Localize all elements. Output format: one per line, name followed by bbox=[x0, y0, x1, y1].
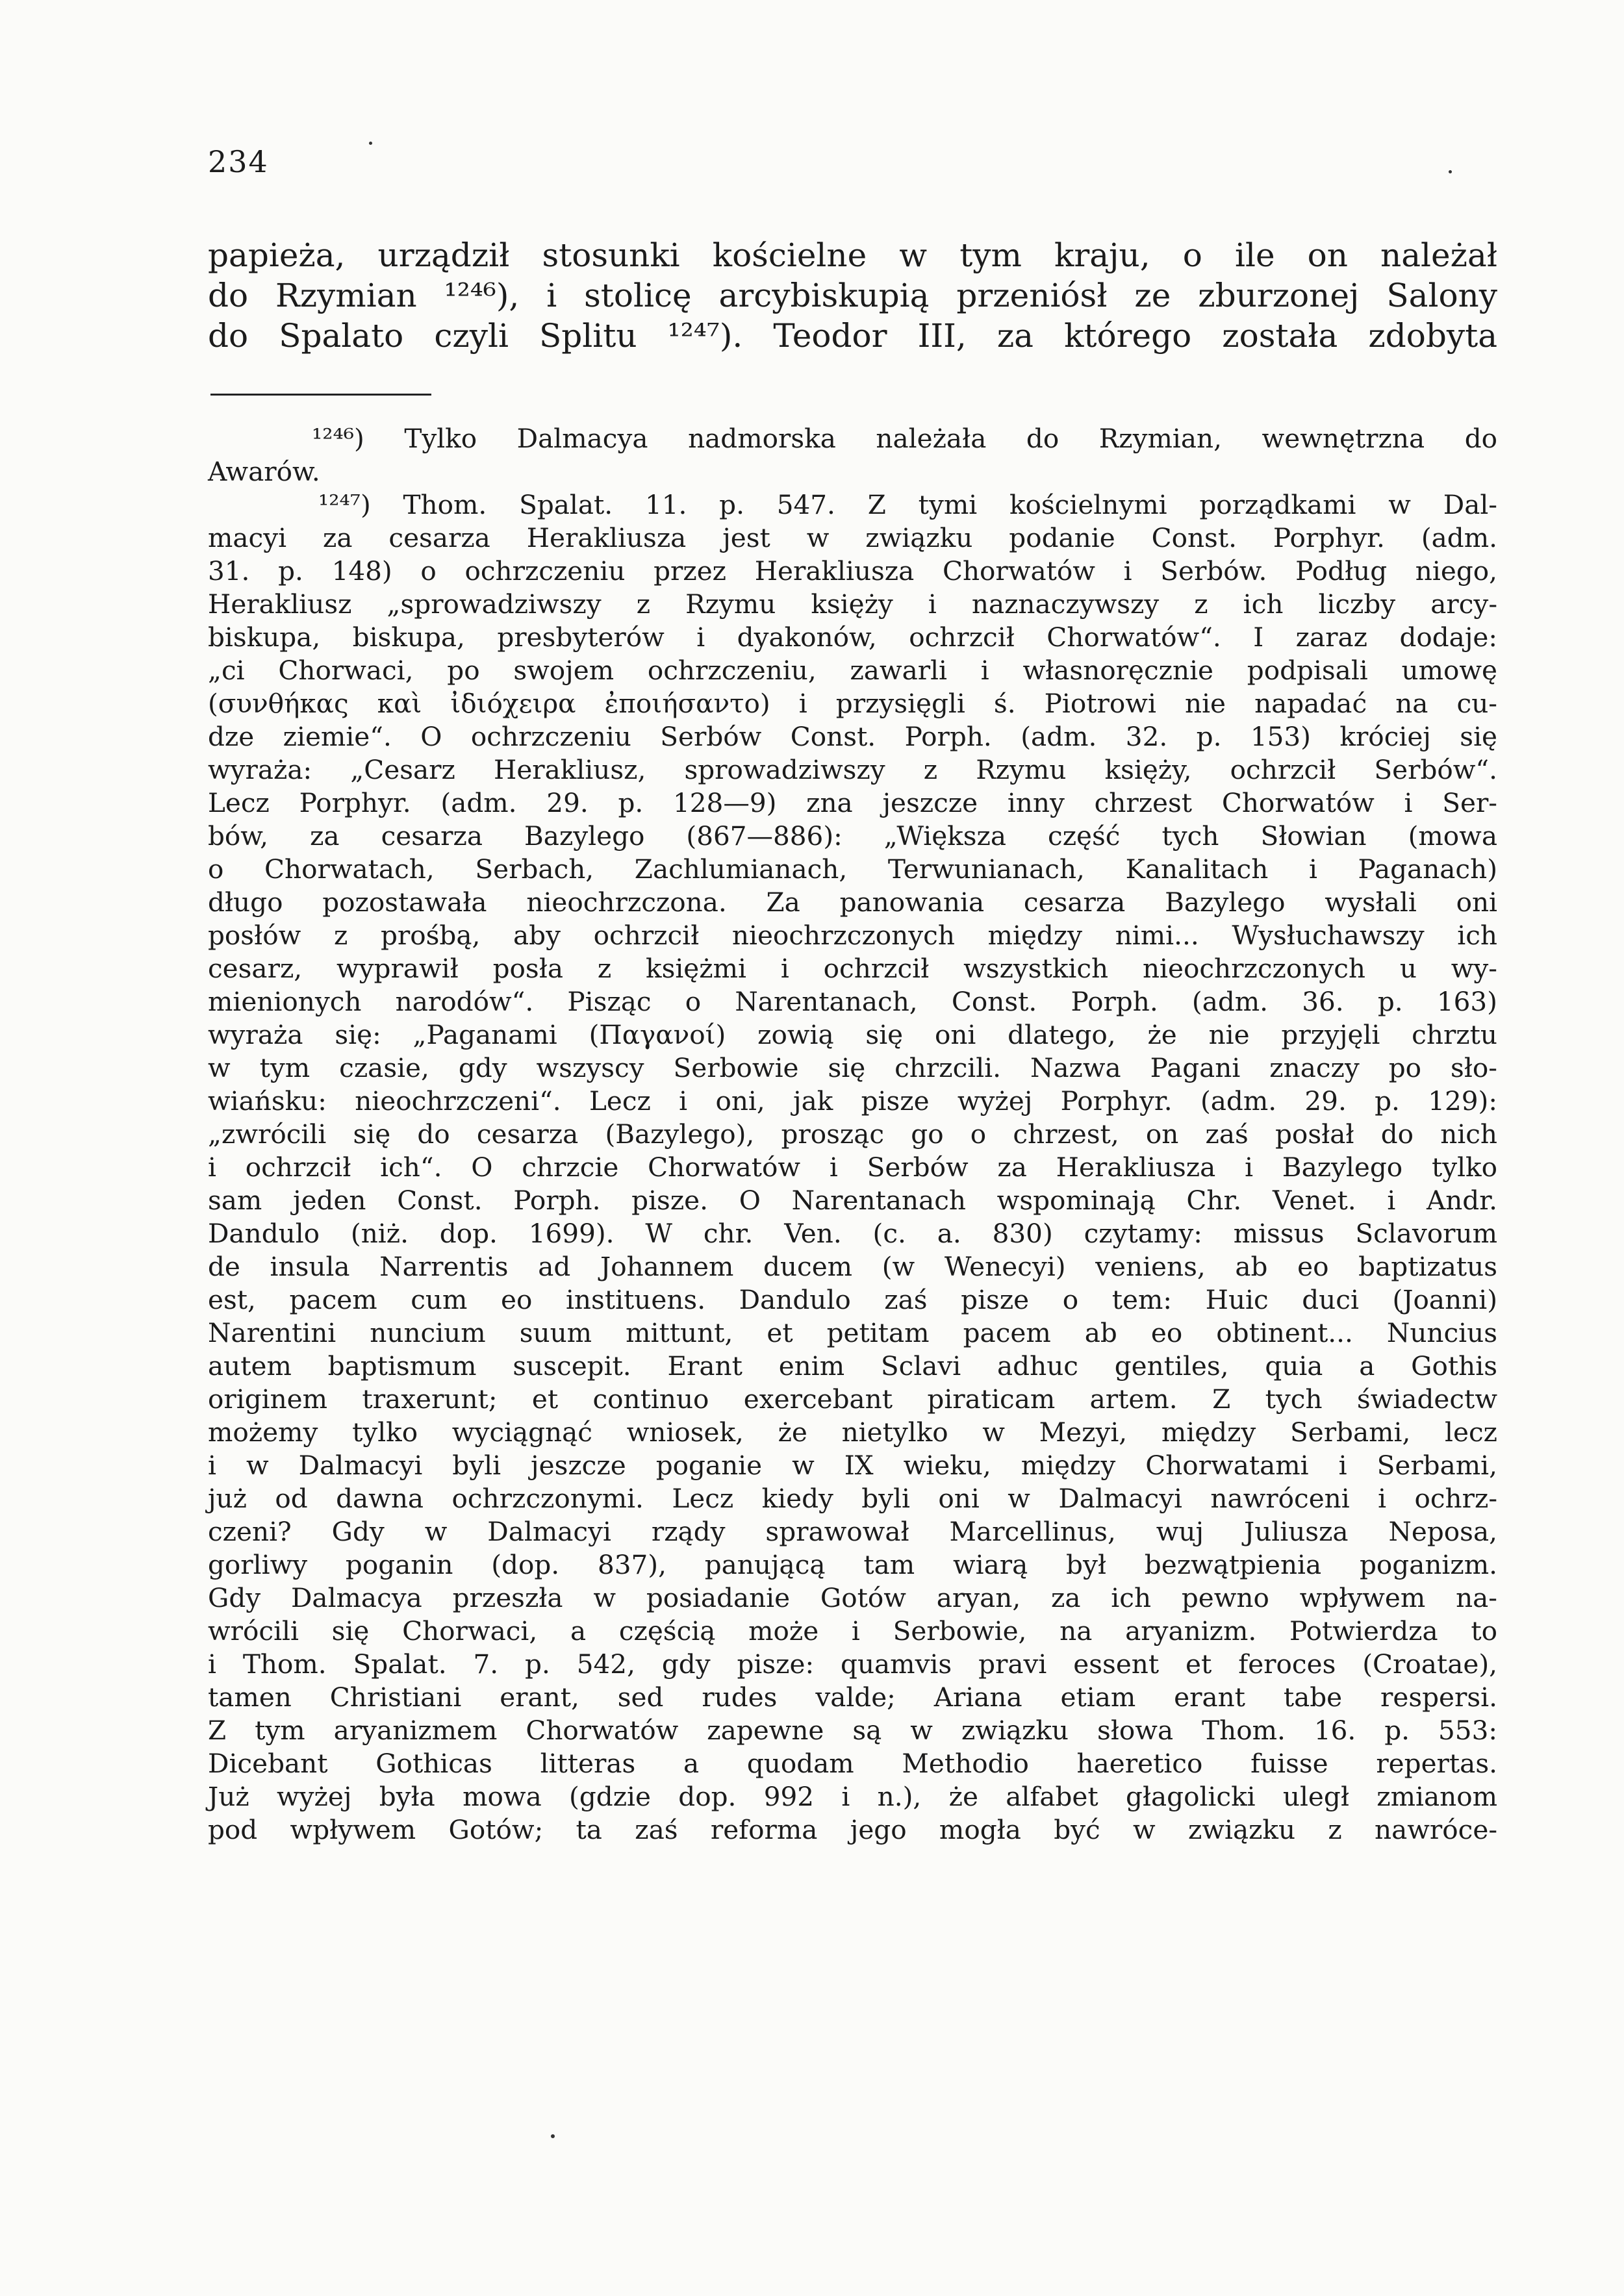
footnote-line: ¹²⁴⁶) Tylko Dalmacya nadmorska należała do Rzymian, wewnętrzna do bbox=[312, 423, 1497, 454]
footnote-line: Z tym aryanizmem Chorwatów zapewne są w związku słowa Thom. 16. p. 553: bbox=[208, 1715, 1497, 1746]
footnote-line: Herakliusz „sprowadziwszy z Rzymu księży i naznaczywszy z ich liczby arcy- bbox=[208, 588, 1497, 620]
footnote-line: wiańsku: nieochrzczeni“. Lecz i oni, jak pisze wyżej Porphyr. (adm. 29. p. 129): bbox=[208, 1085, 1497, 1116]
footnote-line: ¹²⁴⁷) Thom. Spalat. 11. p. 547. Z tymi kościelnymi porządkami w Dal- bbox=[318, 489, 1497, 520]
footnote-line: długo pozostawała nieochrzczona. Za panowania cesarza Bazylego wysłali oni bbox=[208, 887, 1497, 918]
footnote-separator bbox=[210, 394, 431, 396]
footnote-line: w tym czasie, gdy wszyscy Serbowie się chrzcili. Nazwa Pagani znaczy po sło- bbox=[208, 1052, 1497, 1083]
footnote-line: gorliwy poganin (dop. 837), panującą tam wiarą był bezwątpienia poganizm. bbox=[208, 1549, 1497, 1580]
footnote-line: wyraża: „Cesarz Herakliusz, sprowadziwszy z Rzymu księży, ochrzcił Serbów“. bbox=[208, 754, 1497, 785]
footnote-line: Dicebant Gothicas litteras a quodam Methodio haeretico fuisse repertas. bbox=[208, 1748, 1497, 1779]
footnote-1247 bbox=[208, 488, 1497, 1847]
footnote-line: posłów z prośbą, aby ochrzcił nieochrzczonych między nimi... Wysłuchawszy ich bbox=[208, 920, 1497, 951]
footnote-line: pod wpływem Gotów; ta zaś reforma jego mogła być w związku z nawróce- bbox=[208, 1814, 1497, 1845]
main-text-line: do Spalato czyli Splitu ¹²⁴⁷). Teodor III, za którego została zdobyta bbox=[208, 317, 1497, 355]
footnote-line: i w Dalmacyi byli jeszcze poganie w IX wieku, między Chorwatami i Serbami, bbox=[208, 1450, 1497, 1481]
footnote-line: czeni? Gdy w Dalmacyi rządy sprawował Marcellinus, wuj Juliusza Neposa, bbox=[208, 1516, 1497, 1547]
footnote-line: Dandulo (niż. dop. 1699). W chr. Ven. (c. a. 830) czytamy: missus Sclavorum bbox=[208, 1218, 1497, 1249]
print-speck bbox=[551, 2134, 555, 2138]
print-speck bbox=[1449, 170, 1452, 173]
footnote-line: de insula Narrentis ad Johannem ducem (w Wenecyi) veniens, ab eo baptizatus bbox=[208, 1251, 1497, 1282]
footnote-line: tamen Christiani erant, sed rudes valde; Ariana etiam erant tabe respersi. bbox=[208, 1682, 1497, 1713]
footnote-line: est, pacem cum eo instituens. Dandulo zaś pisze o tem: Huic duci (Joanni) bbox=[208, 1284, 1497, 1315]
footnote-line: o Chorwatach, Serbach, Zachlumianach, Terwunianach, Kanalitach i Paganach) bbox=[208, 853, 1497, 885]
footnote-line: Narentini nuncium suum mittunt, et petitam pacem ab eo obtinent... Nuncius bbox=[208, 1317, 1497, 1348]
footnote-line: originem traxerunt; et continuo exercebant piraticam artem. Z tych świadectw bbox=[208, 1383, 1497, 1415]
footnote-line: Awarów. bbox=[208, 456, 320, 487]
footnote-line: biskupa, biskupa, presbyterów i dyakonów, ochrzcił Chorwatów“. I zaraz dodaje: bbox=[208, 622, 1497, 653]
main-text bbox=[208, 235, 1497, 356]
footnote-line: i Thom. Spalat. 7. p. 542, gdy pisze: quamvis pravi essent et feroces (Croatae), bbox=[208, 1648, 1497, 1680]
footnote-line: 31. p. 148) o ochrzczeniu przez Herakliusza Chorwatów i Serbów. Podług niego, bbox=[208, 555, 1497, 587]
print-speck bbox=[369, 142, 372, 145]
footnote-line: wrócili się Chorwaci, a częścią może i Serbowie, na aryanizm. Potwierdza to bbox=[208, 1615, 1497, 1646]
footnote-line: i ochrzcił ich“. O chrzcie Chorwatów i Serbów za Herakliusza i Bazylego tylko bbox=[208, 1152, 1497, 1183]
footnote-line: (συνθήκας καὶ ἰδιόχειρα ἐποιήσαντο) i przysięgli ś. Piotrowi nie napadać na cu- bbox=[208, 688, 1497, 719]
main-text-line: do Rzymian ¹²⁴⁶), i stolicę arcybiskupią przeniósł ze zburzonej Salony bbox=[208, 277, 1497, 314]
footnote-line: już od dawna ochrzczonymi. Lecz kiedy byli oni w Dalmacyi nawróceni i ochrz- bbox=[208, 1483, 1497, 1514]
footnote-line: macyi za cesarza Herakliusza jest w związku podanie Const. Porphyr. (adm. bbox=[208, 522, 1497, 553]
footnote-line: bów, za cesarza Bazylego (867—886): „Większa część tych Słowian (mowa bbox=[208, 820, 1497, 852]
main-text-line: papieża, urządził stosunki kościelne w tym kraju, o ile on należał bbox=[208, 236, 1497, 274]
footnote-line: Gdy Dalmacya przeszła w posiadanie Gotów aryan, za ich pewno wpływem na- bbox=[208, 1582, 1497, 1613]
footnote-line: wyraża się: „Paganami (Παγανοί) zowią się oni dlatego, że nie przyjęli chrztu bbox=[208, 1019, 1497, 1050]
footnotes bbox=[208, 422, 1497, 1847]
footnote-line: cesarz, wyprawił posła z księżmi i ochrzcił wszystkich nieochrzczonych u wy- bbox=[208, 953, 1497, 984]
footnote-line: Już wyżej była mowa (gdzie dop. 992 i n.), że alfabet głagolicki uległ zmianom bbox=[208, 1781, 1497, 1812]
page-number: 234 bbox=[208, 144, 269, 179]
footnote-1246 bbox=[208, 422, 1497, 488]
footnote-line: mienionych narodów“. Pisząc o Narentanach, Const. Porph. (adm. 36. p. 163) bbox=[208, 986, 1497, 1017]
footnote-line: możemy tylko wyciągnąć wniosek, że nietylko w Mezyi, między Serbami, lecz bbox=[208, 1417, 1497, 1448]
footnote-line: „ci Chorwaci, po swojem ochrzczeniu, zawarli i własnoręcznie podpisali umowę bbox=[208, 655, 1497, 686]
footnote-line: dze ziemie“. O ochrzczeniu Serbów Const. Porph. (adm. 32. p. 153) króciej się bbox=[208, 721, 1497, 752]
footnote-line: autem baptismum suscepit. Erant enim Sclavi adhuc gentiles, quia a Gothis bbox=[208, 1350, 1497, 1381]
footnote-line: sam jeden Const. Porph. pisze. O Narentanach wspominają Chr. Venet. i Andr. bbox=[208, 1185, 1497, 1216]
footnote-line: Lecz Porphyr. (adm. 29. p. 128—9) zna jeszcze inny chrzest Chorwatów i Ser- bbox=[208, 787, 1497, 818]
footnote-line: „zwrócili się do cesarza (Bazylego), prosząc go o chrzest, on zaś posłał do nich bbox=[208, 1118, 1497, 1150]
